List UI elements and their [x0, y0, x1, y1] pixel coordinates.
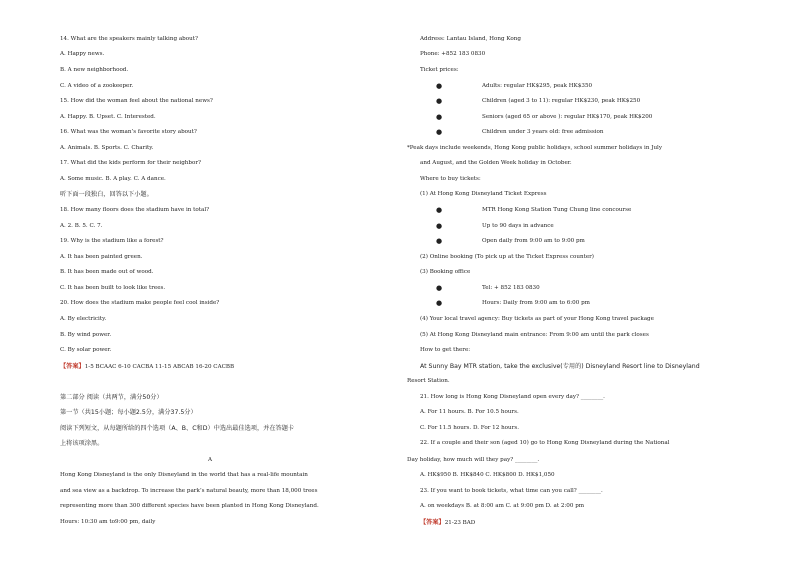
options-15: A. Happy. B. Upset. C. Interested. — [60, 114, 156, 120]
answer-text: 1-5 BCAAC 6-10 CACBA 11-15 ABCAB 16-20 CACBB — [84, 364, 235, 370]
passage-line-3: representing more than 300 different species have been planted in Hong Kong Disneyland. — [60, 503, 319, 509]
price-adults: Adults: regular HK$295, peak HK$350 — [482, 83, 593, 89]
passage-hours: Hours: 10:30 am to9:00 pm, daily — [60, 519, 156, 525]
answer-key-1-20 — [60, 363, 234, 371]
question-21: 21. How long is Hong Kong Disneyland open every day? ________. — [420, 394, 605, 400]
peak-note-2: and August, and the Golden Week holiday in October. — [420, 160, 572, 166]
options-21-cd: C. For 11.5 hours. D. For 12 hours. — [420, 425, 519, 431]
options-16: A. Animals. B. Sports. C. Charity. — [60, 145, 154, 151]
question-19: 19. Why is the stadium like a forest? — [60, 238, 164, 244]
question-23: 23. If you want to book tickets, what time can you call? ________. — [420, 488, 603, 494]
price-children: Children (aged 3 to 11): regular HK$230, peak HK$250 — [482, 98, 641, 104]
office-tel: Tel: + 852 183 0830 — [482, 285, 540, 291]
question-22-line-2: Day holiday, how much will they pay? ________. — [407, 457, 540, 463]
answer-tag: 【答案】 — [60, 363, 85, 370]
options-23: A. on weekdays B. at 8:00 am C. at 9:00 pm D. at 2:00 pm — [420, 503, 585, 509]
answer-key-21-23 — [420, 519, 475, 527]
option-19b: B. It has been made out of wood. — [60, 269, 154, 275]
bullet-icon: ● — [436, 97, 443, 105]
address: Address: Lantau Island, Hong Kong — [420, 36, 521, 42]
part2-instruction-2: 上将该项涂黑。 — [60, 440, 104, 447]
part2-title: 第二部分 阅读（共两节，满分50分） — [60, 394, 163, 401]
office-hours: Hours: Daily from 9:00 am to 6:00 pm — [482, 300, 590, 306]
price-seniors: Seniors (aged 65 or above ): regular HK$170, peak HK$200 — [482, 114, 653, 120]
bullet-icon: ● — [436, 82, 443, 90]
options-17: A. Some music. B. A play. C. A dance. — [60, 176, 166, 182]
online-booking: (2) Online booking (To pick up at the Ticket Express counter) — [420, 254, 594, 260]
options-22: A. HK$950 B. HK$840 C. HK$800 D. HK$1,050 — [420, 472, 555, 478]
question-14: 14. What are the speakers mainly talking about? — [60, 36, 198, 42]
travel-agency: (4) Your local travel agency: Buy tickets as part of your Hong Kong travel package — [420, 316, 654, 322]
express-advance: Up to 90 days in advance — [482, 223, 554, 229]
express-hours: Open daily from 9:00 am to 9:00 pm — [482, 238, 585, 244]
ticket-express: (1) At Hong Kong Disneyland Ticket Express — [420, 191, 547, 197]
question-22-line-1: 22. If a couple and their son (aged 10) go to Hong Kong Disneyland during the National — [420, 440, 670, 446]
option-20a: A. By electricity. — [60, 316, 107, 322]
sunny-bay-line-1: At Sunny Bay MTR station, take the exclusive(专用的) Disneyland Resort line to Disneyland — [420, 363, 700, 370]
part2-instruction-1: 阅读下列短文，从每题所给的四个选项（A、B、C和D）中选出最佳选项，并在答题卡 — [60, 425, 295, 432]
option-14a: A. Happy news. — [60, 51, 105, 57]
option-19a: A. It has been painted green. — [60, 254, 143, 260]
question-20: 20. How does the stadium make people feel cool inside? — [60, 300, 220, 306]
bullet-icon: ● — [436, 237, 443, 245]
option-19c: C. It has been built to look like trees. — [60, 285, 166, 291]
monologue-instruction: 听下面一段独白，回答以下小题。 — [60, 191, 153, 198]
question-17: 17. What did the kids perform for their neighbor? — [60, 160, 202, 166]
question-18: 18. How many floors does the stadium have in total? — [60, 207, 210, 213]
bullet-icon: ● — [436, 284, 443, 292]
main-entrance: (5) At Hong Kong Disneyland main entrance: From 9:00 am until the park closes — [420, 332, 649, 338]
option-20c: C. By solar power. — [60, 347, 112, 353]
bullet-icon: ● — [436, 222, 443, 230]
passage-line-1: Hong Kong Disneyland is the only Disneyland in the world that has a real-life mountain — [60, 472, 308, 478]
option-14b: B. A new neighborhood. — [60, 67, 129, 73]
bullet-icon: ● — [436, 206, 443, 214]
booking-office: (3) Booking office — [420, 269, 471, 275]
price-under3: Children under 3 years old: free admission — [482, 129, 604, 135]
bullet-icon: ● — [436, 128, 443, 136]
express-location: MTR Hong Kong Station Tung Chung line concourse — [482, 207, 632, 213]
how-to-get-there: How to get there: — [420, 347, 471, 353]
bullet-icon: ● — [436, 299, 443, 307]
options-18: A. 2. B. 5. C. 7. — [60, 223, 103, 229]
bullet-icon: ● — [436, 113, 443, 121]
answer-tag: 【答案】 — [420, 519, 445, 526]
ticket-prices-heading: Ticket prices: — [420, 67, 459, 73]
where-to-buy: Where to buy tickets: — [420, 176, 481, 182]
options-21-ab: A. For 11 hours. B. For 10.5 hours. — [420, 409, 519, 415]
peak-note-1: *Peak days include weekends, Hong Kong public holidays, school summer holidays in July — [407, 145, 663, 151]
question-15: 15. How did the woman feel about the national news? — [60, 98, 213, 104]
sunny-bay-line-2: Resort Station. — [407, 378, 450, 384]
passage-label: A — [207, 457, 213, 463]
question-16: 16. What was the woman’s favorite story about? — [60, 129, 197, 135]
passage-line-2: and sea view as a backdrop. To increase the park’s natural beauty, more than 18,000 trees — [60, 488, 318, 494]
phone: Phone: +852 183 0830 — [420, 51, 486, 57]
answer-text: 21-23 BAD — [444, 520, 476, 526]
option-20b: B. By wind power. — [60, 332, 112, 338]
part2-section1: 第一节（共15小题；每小题2.5分，满分37.5分） — [60, 409, 197, 416]
option-14c: C. A video of a zookeeper. — [60, 83, 134, 89]
